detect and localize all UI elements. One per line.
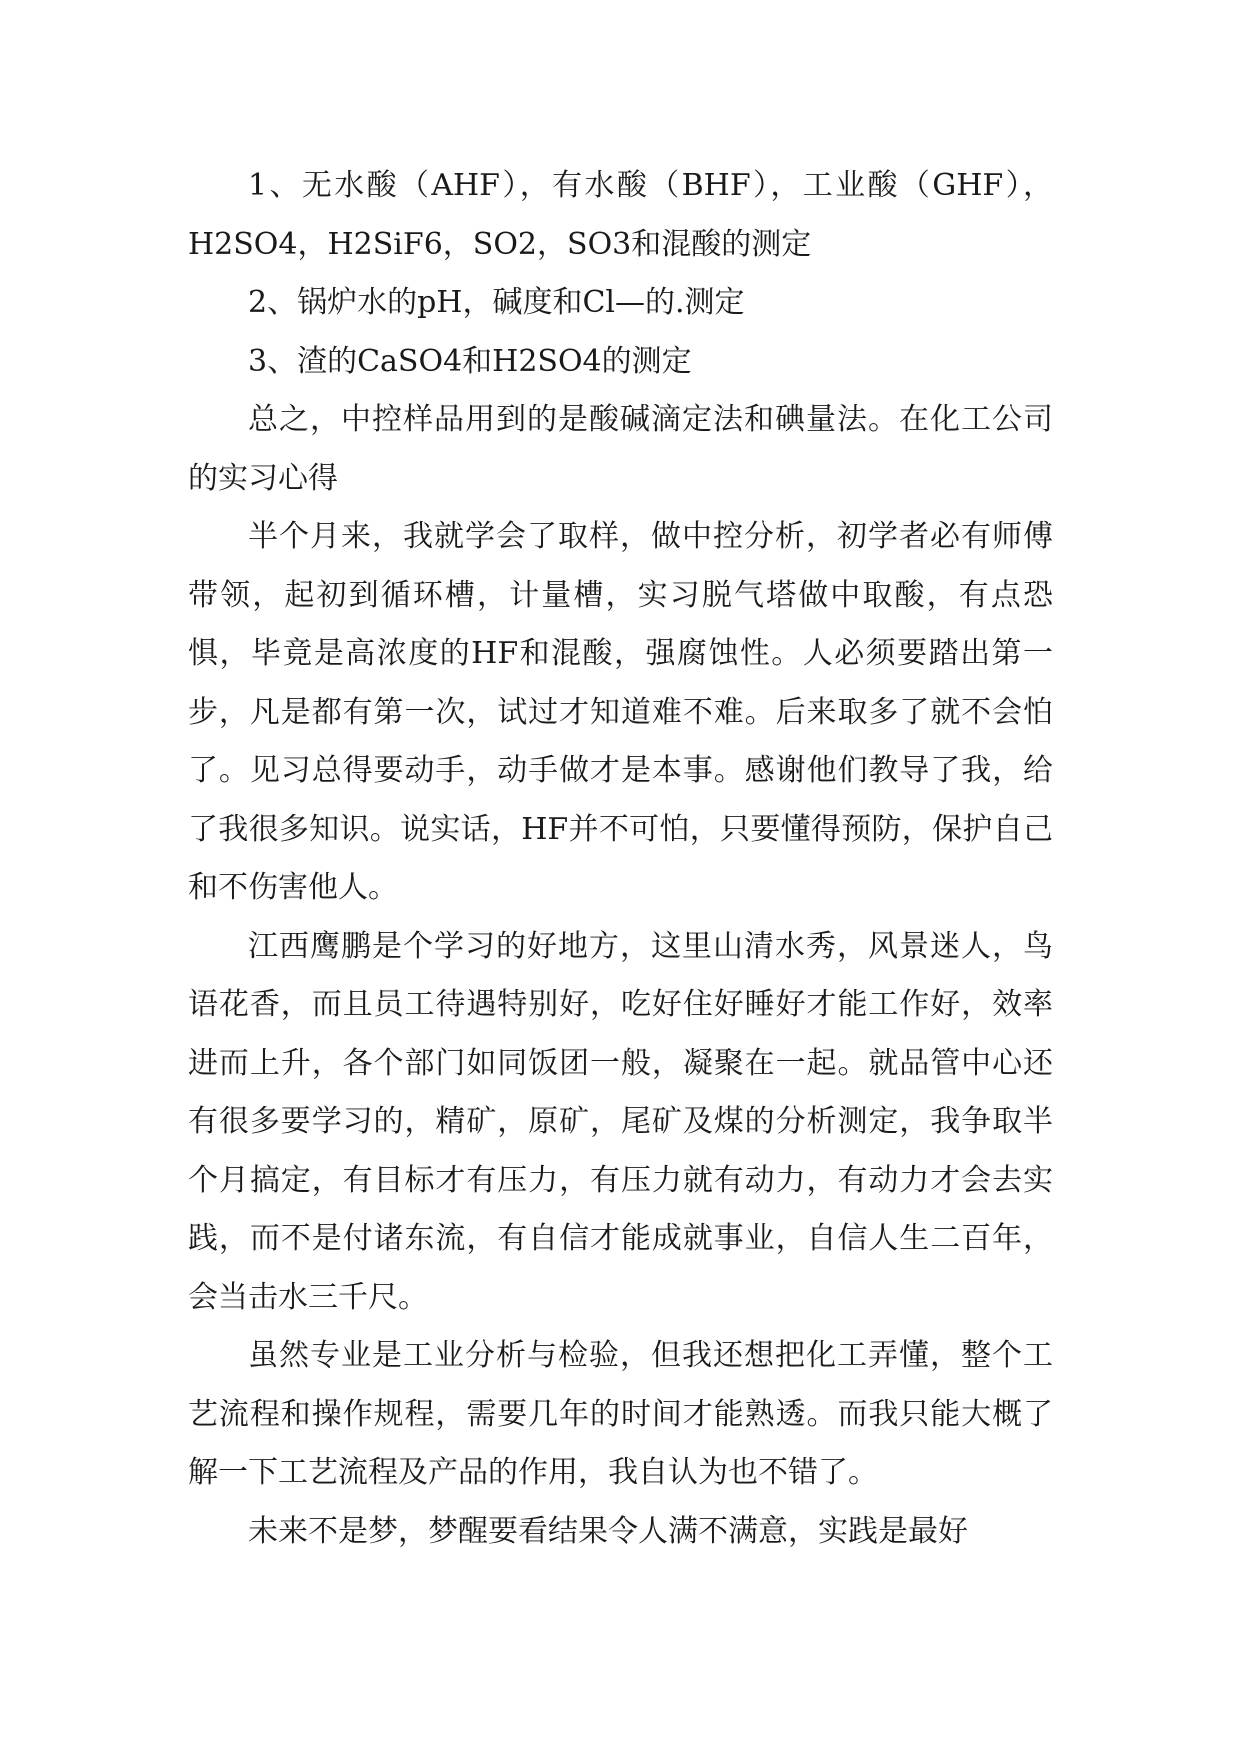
- paragraph-company: 江西鹰鹏是个学习的好地方，这里山清水秀，风景迷人，鸟语花香，而且员工待遇特别好，吃好住好睡好才能工作好，效率进而上升，各个部门如同饭团一般，凝聚在一起。就品管中心还有很多要学习的，精矿，原矿，尾矿及煤的分析测定，我争取半个月搞定，有目标才有压力，有压力就有动力，有动力才会去实践，而不是付诸东流，有自信才能成就事业，自信人生二百年，会当击水三千尺。: [188, 928, 1053, 1315]
- paragraph-item-3: 3、渣的CaSO4和H2SO4的测定: [248, 343, 692, 379]
- paragraph-sampling: 半个月来，我就学会了取样，做中控分析，初学者必有师傅带领，起初到循环槽，计量槽，实习脱气塔做中取酸，有点恐惧，毕竟是高浓度的HF和混酸，强腐蚀性。人必须要踏出第一步，凡是都有第一次，试过才知道难不难。后来取多了就不会怕了。见习总得要动手，动手做才是本事。感谢他们教导了我，给了我很多知识。说实话，HF并不可怕，只要懂得预防，保护自己和不伤害他人。: [188, 519, 1053, 905]
- document-page: [188, 157, 1053, 1561]
- paragraph-summary: 总之，中控样品用到的是酸碱滴定法和碘量法。在化工公司的实习心得: [188, 402, 1053, 496]
- paragraph-future: 未来不是梦，梦醒要看结果令人满不满意，实践是最好: [248, 1513, 968, 1549]
- paragraph-item-2: 2、锅炉水的pH，碱度和Cl—的.测定: [248, 285, 745, 320]
- paragraph-item-1: 1、无水酸（AHF），有水酸（BHF），工业酸（GHF），H2SO4，H2SiF6，SO2，SO3和混酸的测定: [188, 168, 1053, 262]
- paragraph-major: 虽然专业是工业分析与检验，但我还想把化工弄懂，整个工艺流程和操作规程，需要几年的时间才能熟透。而我只能大概了解一下工艺流程及产品的作用，我自认为也不错了。: [188, 1338, 1053, 1490]
